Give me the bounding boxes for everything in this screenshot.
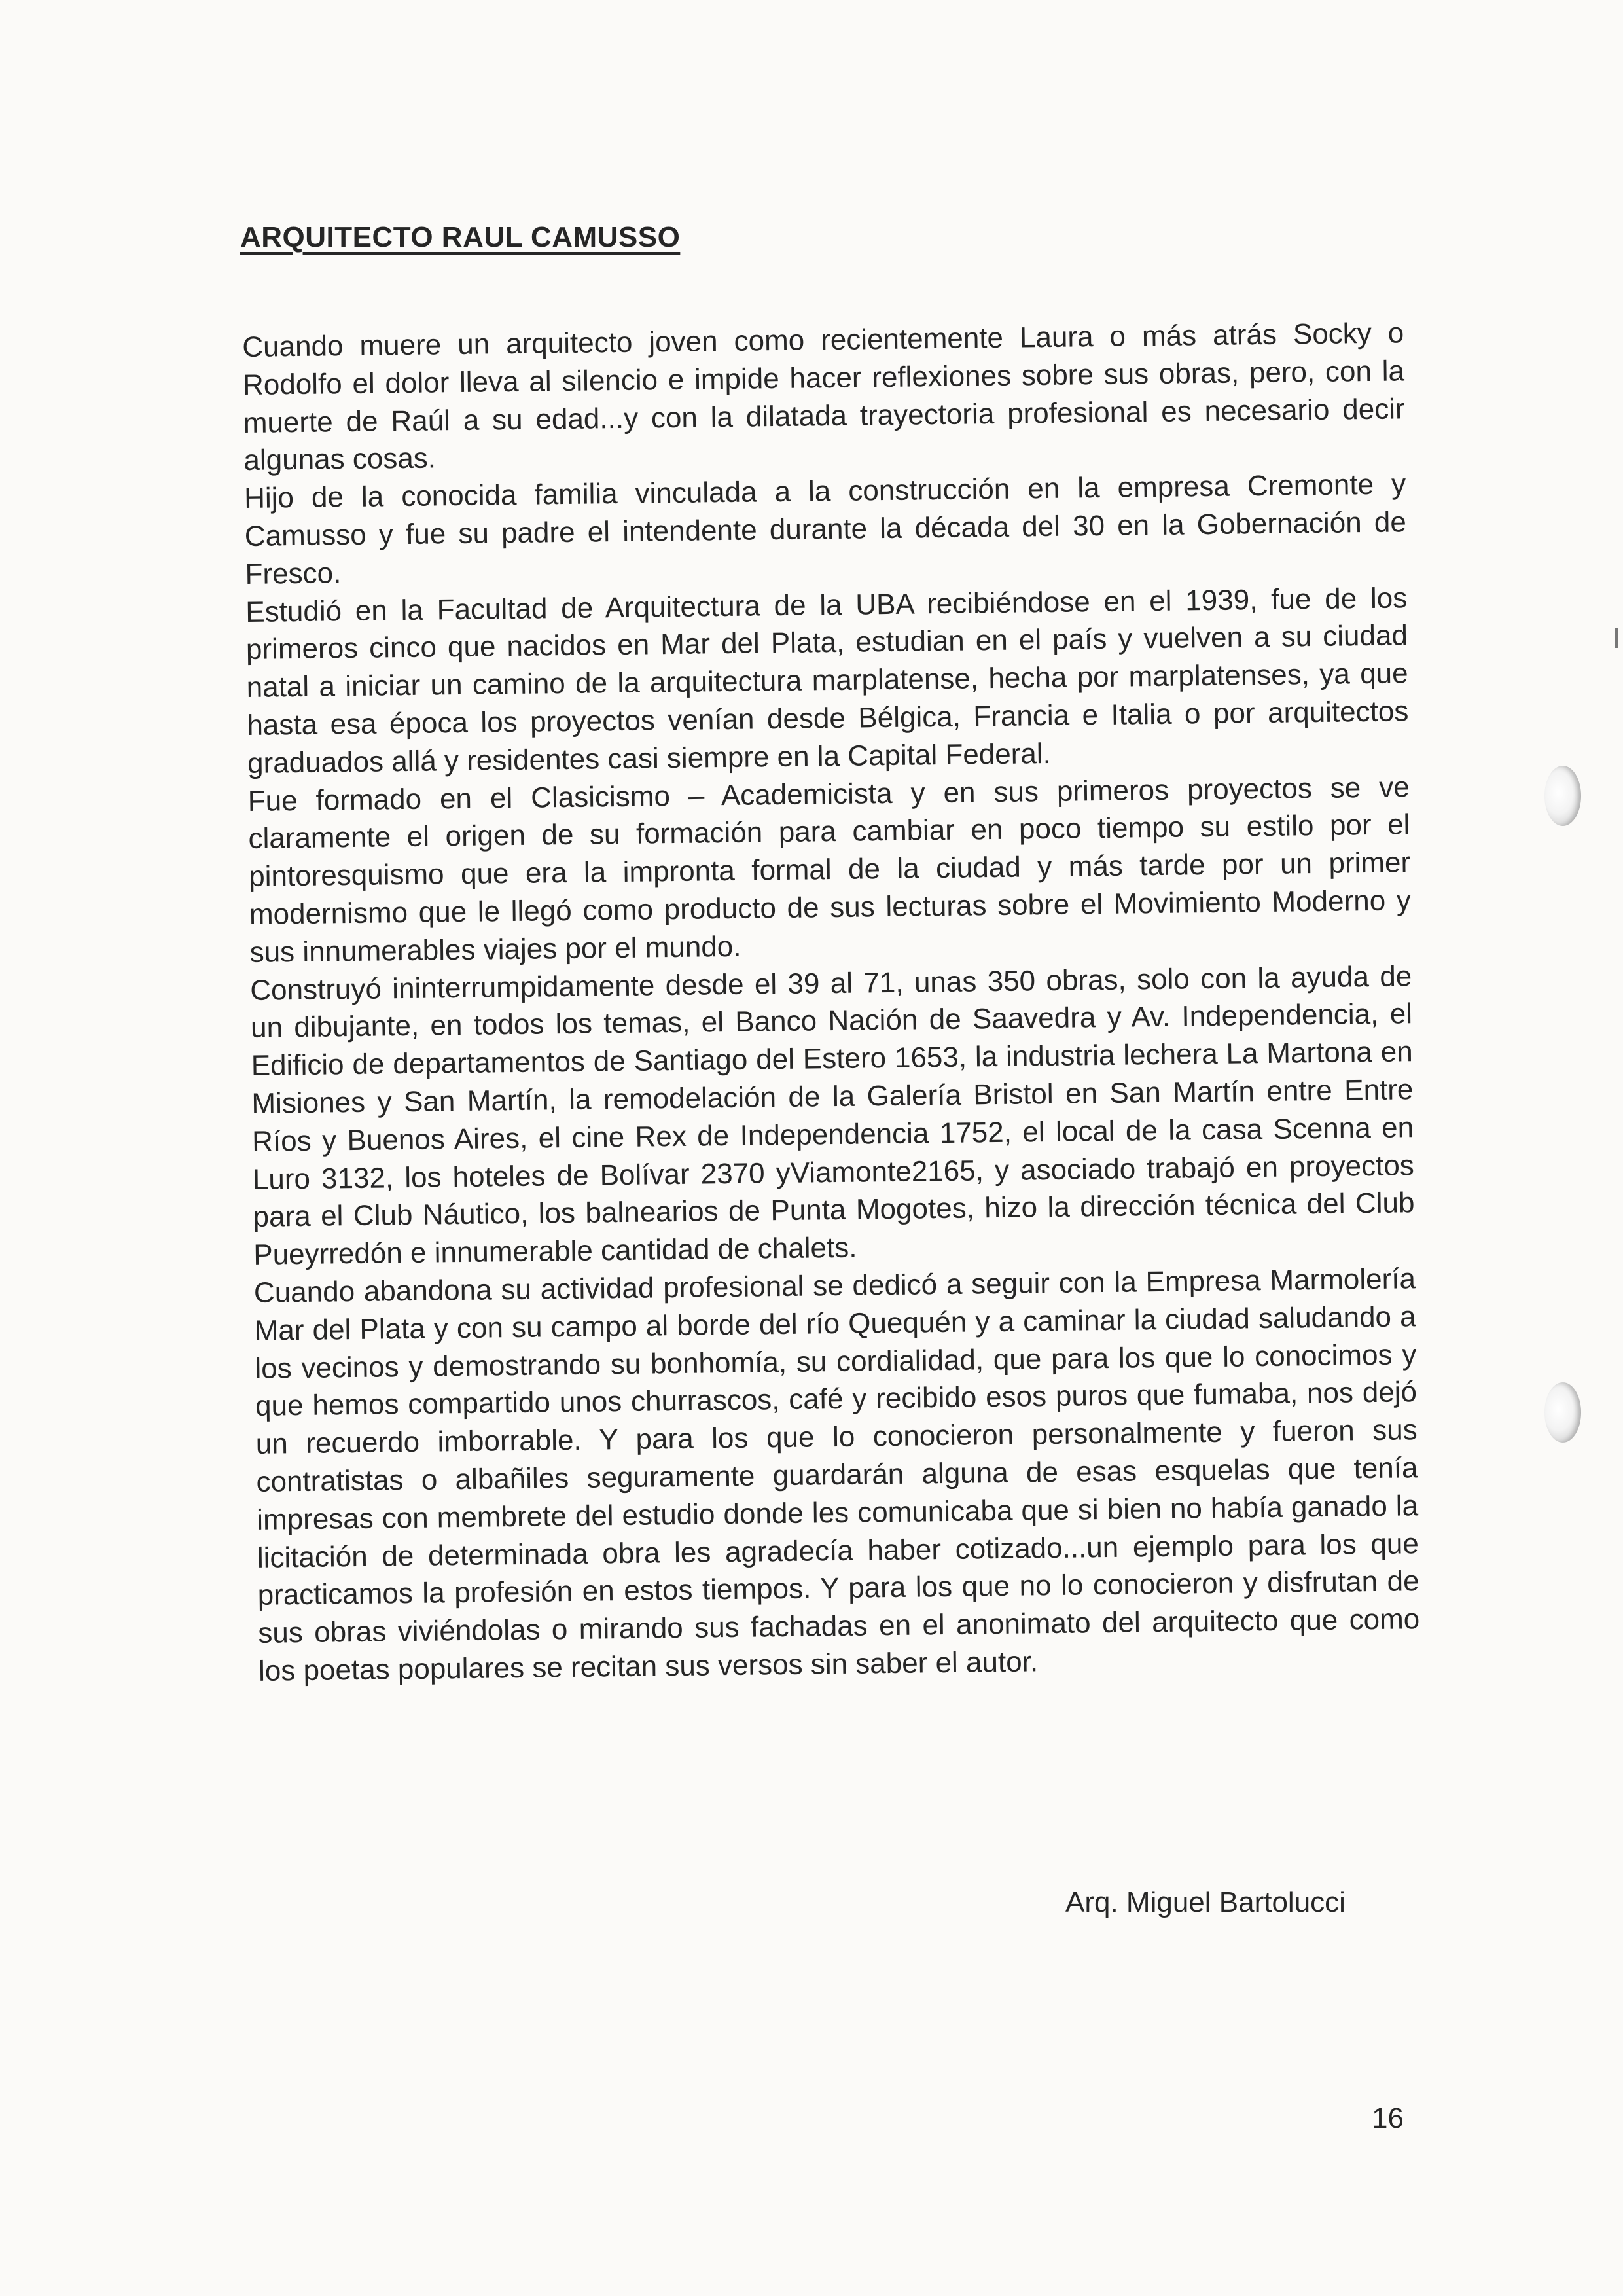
page-title: ARQUITECTO RAUL CAMUSSO: [240, 221, 681, 253]
punch-hole-icon: [1544, 766, 1581, 826]
page-number: 16: [1372, 2102, 1404, 2134]
article-body: [242, 314, 1420, 1690]
paragraph-education: Estudió en la Facultad de Arquitectura de la UBA recibiéndose en el 1939, fue de los primeros cinco que nacidos en Mar del Plata, estudian en el país y vuelven a su ciudad natal a iniciar un camino de la arquitectura marplatense, hecha por marplatenses, ya que hasta esa época los proyectos venían desde Bélgica, Francia e Italia o por arquitectos graduados allá y residentes casi siempre en la Capital Federal.: [245, 581, 1409, 780]
punch-hole-icon: [1544, 1382, 1581, 1443]
paragraph-intro: Cuando muere un arquitecto joven como recientemente Laura o más atrás Socky o Rodolfo el dolor lleva al silencio e impide hacer reflexiones sobre sus obras, pero, con la muerte de Raúl a su edad...y con la dilatada trayectoria profesional es necesario decir algunas cosas.: [242, 317, 1405, 477]
edge-mark: [1615, 628, 1618, 648]
author-signature: Arq. Miguel Bartolucci: [1065, 1886, 1346, 1918]
paragraph-family: Hijo de la conocida familia vinculada a la construcción en la empresa Cremonte y Camusso y fue su padre el intendente durante la década del 30 en la Gobernación de Fresco.: [243, 468, 1407, 590]
paragraph-works: Construyó ininterrumpidamente desde el 39 al 71, unas 350 obras, solo con la ayuda de un dibujante, en todos los temas, el Banco Nación de Saavedra y Av. Independencia, el Edificio de departamentos de Santiago del Estero 1653, la industria lechera La Martona en Misiones y San Martín, la remodelación de la Galería Bristol en San Martín entre Entre Ríos y Buenos Aires, el cine Rex de Independencia 1752, el local de la casa Scenna en Luro 3132, los hoteles de Bolívar 2370 yViamonte2165, y asociado trabajó en proyectos para el Club Náutico, los balnearios de Punta Mogotes, hizo la dirección técnica del Club Pueyrredón e innumerable cantidad de chalets.: [250, 960, 1415, 1272]
paragraph-style: Fue formado en el Clasicismo – Academicista y en sus primeros proyectos se ve claramente el origen de su formación para cambiar en poco tiempo su estilo por el pintoresquismo que era la impronta formal de la ciudad y más tarde por un primer modernismo que le llegó como producto de sus lecturas sobre el Movimiento Moderno y sus innumerables viajes por el mundo.: [247, 770, 1412, 969]
paragraph-legacy: Cuando abandona su actividad profesional se dedicó a seguir con la Empresa Marmolería Mar del Plata y con su campo al borde del río Quequén y a caminar la ciudad saludando a los vecinos y demostrando su bonhomía, su cordialidad, que para los que lo conocimos y que hemos compartido unos churrascos, café y recibido esos puros que fumaba, nos dejó un recuerdo imborrable. Y para los que lo conocieron personalmente y fueron sus contratistas o albañiles seguramente guardarán alguna de esas esquelas que tenía impresas con membrete del estudio donde les comunicaba que si bien no había ganado la licitación de determinada obra les agradecía haber cotizado...un ejemplo para los que practicamos la profesión en estos tiempos. Y para los que no lo conocieron y disfrutan de sus obras viviéndolas o mirando sus fachadas en el anonimato del arquitecto que como los poetas populares se recitan sus versos sin saber el autor.: [253, 1263, 1420, 1687]
